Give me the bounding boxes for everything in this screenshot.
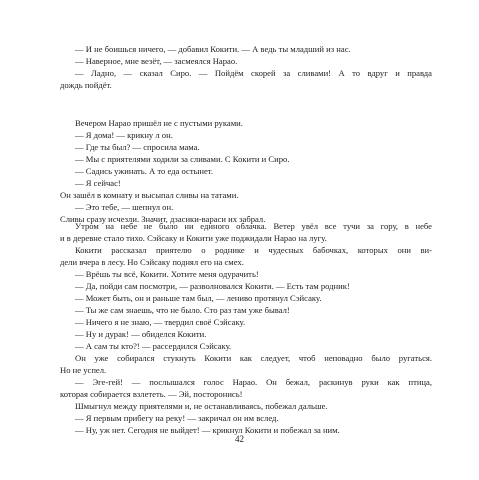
text-line: Но не успел. bbox=[60, 365, 107, 375]
text-line: и в деревне стало тихо. Сэйсаку и Кокити уже поджидали Нарао на лугу. bbox=[60, 233, 327, 243]
text-line: — Мы с приятелями ходили за сливами. С Кокити и Сиро. bbox=[75, 154, 290, 164]
text-line: — Где ты был? — спросила мама. bbox=[75, 142, 200, 152]
text-line: Кокити рассказал приятелю о роднике и чудесных бабочках, которых они ви- bbox=[75, 245, 432, 255]
text-line: — Я первым прибегу на реку! — закричал он им вслед. bbox=[75, 413, 279, 423]
text-line: — Ты же сам знаешь, что не было. Сто раз там уже бывал! bbox=[75, 305, 290, 315]
text-line: которая собирается взлететь. — Эй, посторонись! bbox=[60, 389, 243, 399]
paragraph-block-1 bbox=[60, 43, 432, 91]
text-line: — Ну, уж нет. Сегодня не выйдет! — крикнул Кокити и побежал за ним. bbox=[75, 425, 340, 435]
page-number: 42 bbox=[235, 434, 244, 444]
text-line: дели вчера в лесу. Но Сэйсаку поднял его на смех. bbox=[60, 257, 244, 267]
text-line: — Я сейчас! bbox=[75, 178, 121, 188]
text-line: — И не боишься ничего, — добавил Кокити. — А ведь ты младший из нас. bbox=[75, 44, 351, 54]
paragraph-block-2 bbox=[60, 117, 432, 225]
text-line: дождь пойдёт. bbox=[60, 80, 112, 90]
text-line: Шмыгнул между приятелями и, не останавливаясь, побежал дальше. bbox=[75, 401, 328, 411]
text-line: Сливы сразу исчезли. Значит, дзасики-вараси их забрал. bbox=[60, 214, 266, 224]
text-line: Вечером Нарао пришёл не с пустыми руками. bbox=[75, 118, 243, 128]
text-line: — Врёшь ты всё, Кокити. Хотите меня одурачить! bbox=[75, 269, 259, 279]
text-line: — Наверное, мне везёт, — засмеялся Нарао. bbox=[75, 56, 238, 66]
text-line: — Ладно, — сказал Сиро. — Пойдём скорей за сливами! А то вдруг и правда bbox=[75, 68, 432, 78]
text-line: — Это тебе, — шепнул он. bbox=[75, 202, 174, 212]
text-line: — А сам ты кто?! — рассердился Сэйсаку. bbox=[75, 341, 232, 351]
text-line: — Ну и дурак! — обиделся Кокити. bbox=[75, 329, 207, 339]
text-line: Он уже собирался стукнуть Кокити как следует, чтоб неповадно было ругаться. bbox=[75, 353, 432, 363]
text-line: — Я дома! — крикну л он. bbox=[75, 130, 173, 140]
text-line: — Эге-гей! — послышался голос Нарао. Он бежал, раскинув руки как птица, bbox=[75, 377, 432, 387]
text-line: — Ничего я не знаю, — твердил своё Сэйсаку. bbox=[75, 317, 246, 327]
text-line: Утром на небе не было ни единого облачка. Ветер увёл все тучи за гору, в небе bbox=[75, 221, 432, 231]
text-line: — Да, пойди сам посмотри, — разволновался Кокити. — Есть там родник! bbox=[75, 281, 350, 291]
text-line: — Может быть, он и раньше там был, — лениво протянул Сэйсаку. bbox=[75, 293, 322, 303]
text-line: — Садись ужинать. А то еда остынет. bbox=[75, 166, 214, 176]
paragraph-block-3 bbox=[60, 220, 432, 436]
text-line: Он зашёл в комнату и высыпал сливы на татами. bbox=[60, 190, 239, 200]
